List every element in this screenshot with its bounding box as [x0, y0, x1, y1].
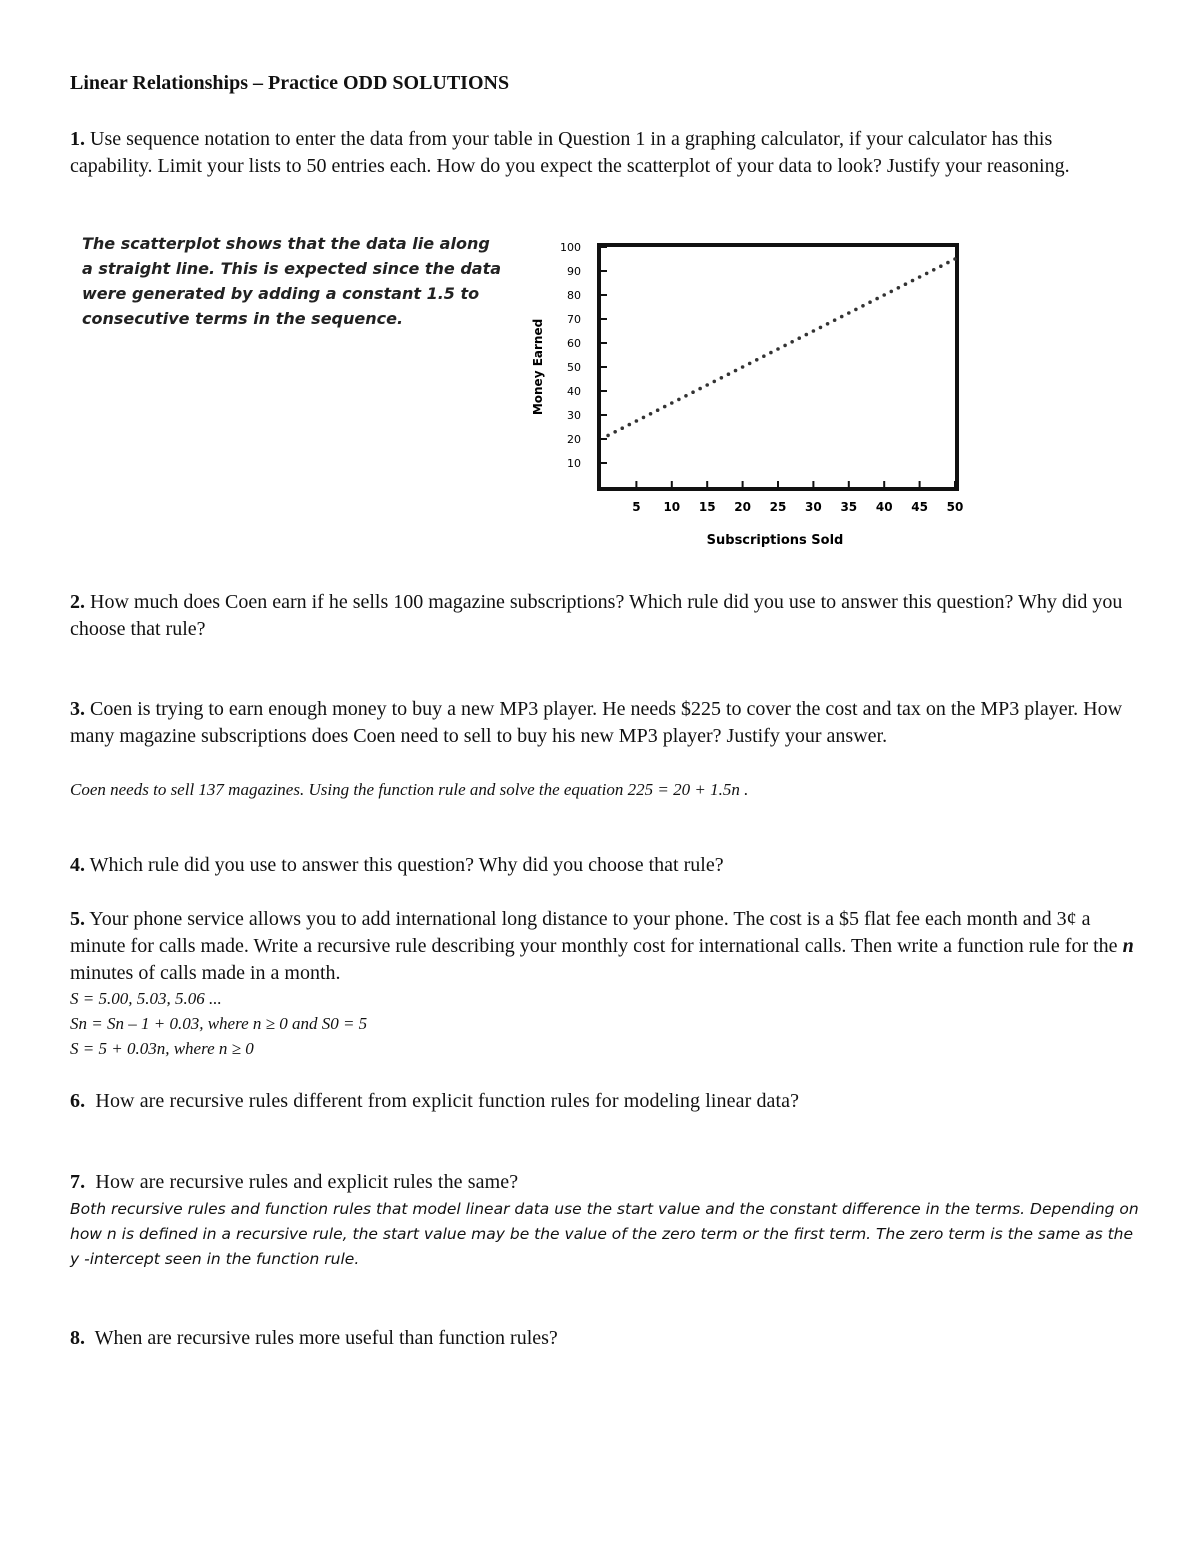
- data-point: [932, 268, 936, 272]
- y-tick-label: 40: [567, 385, 581, 398]
- x-tick-label: 15: [698, 500, 716, 514]
- question-6: [70, 1088, 1135, 1115]
- data-point: [897, 286, 901, 290]
- data-point: [875, 297, 879, 301]
- data-point: [854, 308, 858, 312]
- question-8: [70, 1325, 1135, 1352]
- data-point: [783, 344, 787, 348]
- data-point: [953, 257, 957, 261]
- data-point: [663, 405, 667, 409]
- data-point: [727, 372, 731, 376]
- q5-answer: [70, 986, 1140, 1061]
- answer-line: consecutive terms in the sequence.: [82, 309, 404, 328]
- question-number: 3.: [70, 698, 85, 720]
- x-axis-label: Subscriptions Sold: [706, 533, 844, 548]
- data-point: [833, 318, 837, 322]
- data-point: [734, 369, 738, 373]
- question-1: [70, 126, 1135, 180]
- question-number: 6.: [70, 1090, 86, 1112]
- data-point: [882, 293, 886, 297]
- data-point: [826, 322, 830, 326]
- data-point: [946, 261, 950, 265]
- question-text: How are recursive rules and explicit rules the same?: [95, 1171, 519, 1193]
- data-point: [861, 304, 865, 308]
- x-tick-label: 5: [632, 500, 641, 514]
- question-4: [70, 852, 1135, 879]
- q1-handwritten-answer: [82, 230, 522, 330]
- x-tick-label: 45: [911, 500, 928, 514]
- data-point: [705, 383, 709, 387]
- question-number: 1.: [70, 128, 85, 150]
- y-tick-label: 30: [567, 409, 581, 422]
- y-tick-label: 90: [567, 265, 581, 278]
- q3-answer: Coen needs to sell 137 magazines. Using the function rule and solve the equation 225 = 20 + 1.5n .: [70, 780, 749, 799]
- data-point: [840, 315, 844, 319]
- data-point: [889, 290, 893, 294]
- y-tick-label: 70: [567, 313, 581, 326]
- y-axis-label: Money Earned: [531, 318, 545, 416]
- data-point: [691, 390, 695, 394]
- data-point: [904, 282, 908, 286]
- data-point: [620, 426, 624, 430]
- data-point: [698, 387, 702, 391]
- data-point: [762, 354, 766, 358]
- scatterplot-chart: [520, 232, 980, 562]
- data-point: [769, 351, 773, 355]
- question-number: 4.: [70, 854, 85, 876]
- question-text: How much does Coen earn if he sells 100 magazine subscriptions? Which rule did you use to answer this question? Why did you choose that rule?: [70, 591, 1123, 640]
- data-point: [642, 416, 646, 420]
- x-tick-label: 25: [769, 500, 787, 514]
- answer-line: S = 5 + 0.03n, where n ≥ 0: [70, 1039, 254, 1058]
- y-tick-label: 100: [560, 241, 581, 254]
- x-tick-label: 30: [805, 500, 822, 514]
- question-text: How are recursive rules different from explicit function rules for modeling linear data?: [95, 1090, 800, 1112]
- data-point: [712, 380, 716, 384]
- data-point: [720, 376, 724, 380]
- data-point: [911, 279, 915, 283]
- data-point: [606, 434, 610, 438]
- data-point: [847, 311, 851, 315]
- plot-frame: [599, 245, 957, 489]
- question-text: When are recursive rules more useful than function rules?: [94, 1327, 558, 1349]
- x-tick-label: 10: [663, 500, 681, 514]
- y-tick-label: 60: [567, 337, 581, 350]
- question-text: Coen is trying to earn enough money to buy a new MP3 player. He needs $225 to cover the cost and tax on the MP3 player. How many magazine subscriptions does Coen need to sell to buy his new MP3 player? Justify your answer.: [70, 698, 1123, 747]
- data-point: [805, 333, 809, 337]
- data-point: [925, 272, 929, 276]
- question-text: Your phone service allows you to add international long distance to your phone. The cost is a $5 flat fee each month and 3¢ a minute for calls made. Write a recursive rule describing your monthly cost for international calls. Then write a function rule for the: [70, 908, 1118, 957]
- variable-n: n: [1122, 935, 1134, 957]
- data-point: [939, 264, 943, 268]
- data-point: [649, 412, 653, 416]
- answer-line: Sn = Sn – 1 + 0.03, where n ≥ 0 and S0 = 5: [70, 1014, 368, 1033]
- question-text: Use sequence notation to enter the data from your table in Question 1 in a graphing calculator, if your calculator has this capability. Limit your lists to 50 entries each. How do you expect the scatterplot of your data to look? Justify your reasoning.: [70, 128, 1070, 177]
- data-points: [606, 257, 957, 437]
- y-tick-label: 10: [567, 457, 581, 470]
- data-point: [790, 340, 794, 344]
- data-point: [797, 336, 801, 340]
- question-2: [70, 589, 1135, 643]
- question-number: 2.: [70, 591, 85, 613]
- data-point: [656, 408, 660, 412]
- question-3: [70, 696, 1135, 750]
- y-tick-label: 20: [567, 433, 581, 446]
- data-point: [628, 423, 632, 427]
- data-point: [819, 326, 823, 330]
- x-tick-label: 50: [946, 500, 964, 514]
- question-text-end: minutes of calls made in a month.: [70, 962, 341, 984]
- data-point: [670, 401, 674, 405]
- x-tick-label: 40: [875, 500, 893, 514]
- data-point: [748, 362, 752, 366]
- question-number: 8.: [70, 1327, 85, 1349]
- data-point: [868, 300, 872, 304]
- question-number: 5.: [70, 908, 85, 930]
- page-title: Linear Relationships – Practice ODD SOLUTIONS: [70, 72, 510, 94]
- question-text: Which rule did you use to answer this question? Why did you choose that rule?: [89, 854, 724, 876]
- answer-line: The scatterplot shows that the data lie along: [82, 234, 490, 253]
- data-point: [812, 329, 816, 333]
- q7-answer: Both recursive rules and function rules that model linear data use the start value and the constant difference in the terms. Depending on how n is defined in a recursive rule, the start value may be the value of the zero term or the first term. The zero term is the same as the y -intercept seen in the function rule.: [70, 1200, 1139, 1268]
- question-5: [70, 906, 1135, 987]
- data-point: [677, 398, 681, 402]
- answer-line: S = 5.00, 5.03, 5.06 ...: [70, 989, 222, 1008]
- data-point: [776, 347, 780, 351]
- answer-line: a straight line. This is expected since the data: [82, 259, 502, 278]
- answer-line: were generated by adding a constant 1.5 to: [82, 284, 480, 303]
- data-point: [613, 430, 617, 434]
- x-tick-label: 20: [734, 500, 751, 514]
- y-tick-label: 80: [567, 289, 581, 302]
- data-point: [684, 394, 688, 398]
- x-axis: [632, 481, 963, 514]
- y-tick-label: 50: [567, 361, 581, 374]
- data-point: [755, 358, 759, 362]
- data-point: [635, 419, 639, 423]
- x-tick-label: 35: [840, 500, 858, 514]
- data-point: [918, 275, 922, 279]
- question-number: 7.: [70, 1171, 86, 1193]
- question-7: [70, 1169, 1135, 1196]
- data-point: [741, 365, 745, 369]
